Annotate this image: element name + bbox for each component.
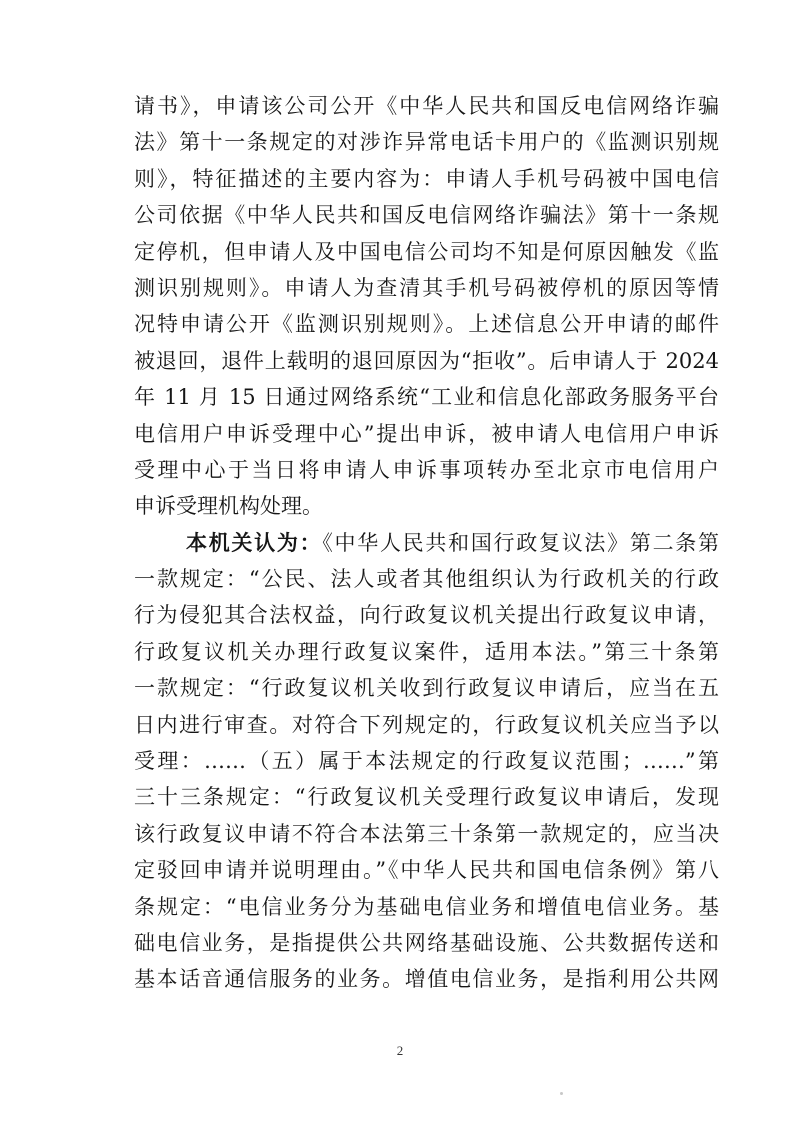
- paragraph-1-line-3: 则》，特征描述的主要内容为：申请人手机号码被中国电信: [134, 166, 719, 191]
- paragraph-1-line-10: 电信用户申诉受理中心”提出申诉，被申请人电信用户申诉: [134, 421, 719, 446]
- paragraph-2-line-6: 日内进行审查。对符合下列规定的，行政复议机关应当予以: [134, 712, 719, 737]
- paragraph-1-line-1: 请书》，申请该公司公开《中华人民共和国反电信网络诈骗: [134, 94, 719, 118]
- paragraph-1-line-6: 测识别规则》。申请人为查清其手机号码被停机的原因等情: [134, 275, 719, 300]
- paragraph-2-line-1: [134, 525, 719, 561]
- paragraph-2-line-10: 定驳回申请并说明理由。”《中华人民共和国电信条例》第八: [134, 858, 719, 883]
- paragraph-2-line-11: 条规定：“电信业务分为基础电信业务和增值电信业务。基: [134, 894, 719, 919]
- paragraph-1-line-12: 申诉受理机构处理。: [134, 494, 323, 519]
- paragraph-1-line-5: 定停机，但申请人及中国电信公司均不知是何原因触发《监: [134, 239, 719, 264]
- paragraph-1-line-4: 公司依据《中华人民共和国反电信网络诈骗法》第十一条规: [134, 203, 719, 228]
- paragraph-2-line-9: 该行政复议申请不符合本法第三十条第一款规定的，应当决: [134, 821, 719, 846]
- paragraph-2-line-2: 一款规定：“公民、法人或者其他组织认为行政机关的行政: [134, 567, 719, 592]
- paragraph-1-line-9: 年 11 月 15 日通过网络系统“工业和信息化部政务服务平台: [134, 385, 719, 410]
- paragraph-2-line-4: 行政复议机关办理行政复议案件，适用本法。”第三十条第: [134, 639, 719, 664]
- body-text: [134, 88, 719, 998]
- paragraph-2-line-7: 受理：……（五）属于本法规定的行政复议范围；……”第: [134, 749, 719, 774]
- paragraph-2-lead: 本机关认为：: [186, 529, 323, 555]
- paragraph-1-line-2: 法》第十一条规定的对涉诈异常电话卡用户的《监测识别规: [134, 130, 719, 155]
- paragraph-2-line-3: 行为侵犯其合法权益，向行政复议机关提出行政复议申请，: [134, 603, 719, 628]
- paragraph-2-first-rest: 《中华人民共和国行政复议法》第二条第: [322, 530, 720, 555]
- paragraph-1-line-8: 被退回，退件上载明的退回原因为“拒收”。后申请人于 2024: [134, 348, 719, 373]
- scan-artifact: [560, 1092, 563, 1095]
- paragraph-2-line-13: 基本话音通信服务的业务。增值电信业务，是指利用公共网: [134, 967, 719, 992]
- paragraph-2-line-12: 础电信业务，是指提供公共网络基础设施、公共数据传送和: [134, 930, 719, 955]
- paragraph-1-line-11: 受理中心于当日将申请人申诉事项转办至北京市电信用户: [134, 457, 719, 482]
- paragraph-2-line-5: 一款规定：“行政复议机关收到行政复议申请后，应当在五: [134, 676, 719, 701]
- paragraph-2-line-8: 三十三条规定：“行政复议机关受理行政复议申请后，发现: [134, 785, 719, 810]
- paragraph-1-line-7: 况特申请公开《监测识别规则》。上述信息公开申请的邮件: [134, 312, 719, 337]
- page-number: 2: [396, 1043, 404, 1058]
